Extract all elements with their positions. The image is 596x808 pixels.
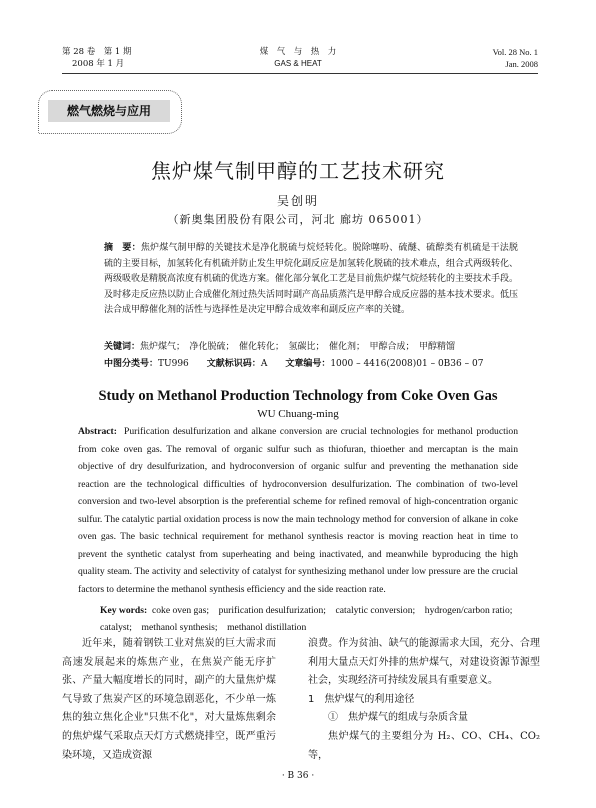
- abstract-en-label: Abstract:: [78, 426, 117, 437]
- keywords-en: [100, 602, 523, 636]
- abstract-cn: [104, 241, 518, 319]
- doc-code-label: 文献标识码：: [206, 359, 261, 369]
- abstract-en: [78, 423, 518, 598]
- abstract-cn-text: 焦炉煤气制甲醇的关键技术是净化脱硫与烷烃转化。脱除噻吩、硫醚、硫醇类有机硫是干法脱硫的主要目标，加氢转化有机硫并防止发生甲烷化副反应是加氢转化脱硫的技术难点，组合式两级转化、两级吸收是精脱高浓度有机硫的优选方案。催化部分氧化工艺是目前焦炉煤气烷烃转化的主要技术手段。及时移走反应热以防止合成催化剂过热失活同时副产高品质蒸汽是甲醇合成反应器的基本技术要求。低压法合成甲醇催化剂的活性与选择性是决定甲醇合成效率和副反应产率的关键。: [104, 243, 519, 316]
- header-date-en: Jan. 2008: [505, 59, 538, 69]
- clc-label: 中图分类号：: [104, 359, 159, 369]
- journal-name-en: GAS & HEAT: [274, 59, 322, 68]
- body-paragraph: 近年来，随着钢铁工业对焦炭的巨大需求而高速发展起来的炼焦产业，在焦炭产能无序扩张、产量大幅度增长的同时，副产的大量焦炉煤气导致了焦炭产区的环境急剧恶化，不少单一炼焦的独立焦化企业"只焦不化"，对大量炼焦剩余的焦炉煤气采取点天灯方式燃烧排空，既严重污染环境，又造成资源: [62, 638, 276, 761]
- section-label-box: [38, 90, 182, 134]
- body-paragraph-continued: 浪费。作为贫油、缺气的能源需求大国，充分、合理利用大量点天灯外排的焦炉煤气，对建设资源节源型社会，实现经济可持续发展具有重要意义。: [308, 638, 540, 687]
- journal-volume-issue: [62, 46, 132, 70]
- body-paragraph-composition: 焦炉煤气的主要组分为 H₂、CO、CH₄、CO₂ 等，: [308, 730, 540, 761]
- journal-volume-en: [400, 46, 538, 70]
- paper-title-cn: 焦炉煤气制甲醇的工艺技术研究: [151, 159, 445, 183]
- keywords-cn-label: 关键词：: [104, 342, 141, 352]
- doc-code-value: A: [260, 359, 268, 369]
- header-rule: [62, 73, 538, 74]
- paper-title-en: Study on Methanol Production Technology from Coke Oven Gas: [98, 388, 498, 404]
- header-volume: 第 28 卷 第 1 期: [62, 47, 132, 57]
- keywords-en-label: Key words:: [100, 605, 148, 616]
- journal-name-cn: 煤 气 与 热 力: [259, 47, 337, 57]
- abstract-en-text: Purification desulfurization and alkane conversion are crucial technologies for methanol production from coke oven gas. The removal of organic sulfur such as thiofuran, thioether and mercaptan is the main objective of dry desulfurization, and hydroconversion of organic sulfur and preventing the methanation side reaction are the technological difficulties of hydroconversion desulfurization. The combination of two-level conversion and two-level absorption is the preferential scheme for refined removal of high-concentration organic sulfur. The catalytic partial oxidation process is now the main technology method for conversion of alkane in coke oven gas. The basic technical requirement for methanol synthesis reactor is moving reaction heat in time to prevent the synthetic catalyst from superheating and being inactivated, and meanwhile byproducing the high quality steam. The activity and selectivity of catalyst for synthesizing methanol under low pressure are the crucial factors to determine the methanol synthesis efficiency and the side reaction rate.: [78, 426, 518, 595]
- header-volume-en: Vol. 28 No. 1: [492, 47, 538, 57]
- section-heading-1: 1 焦炉煤气的利用途径: [308, 693, 415, 705]
- page-number: · B 36 ·: [281, 771, 315, 781]
- author-cn: 吴创明: [276, 194, 319, 208]
- body-right-column: [308, 635, 540, 765]
- author-en: WU Chuang-ming: [257, 408, 339, 420]
- affiliation-cn: （新奥集团股份有限公司，河北 廊坊 065001）: [167, 213, 429, 226]
- keywords-cn-text: 焦炉煤气； 净化脱硫； 催化转化； 氢碳比； 催化剂； 甲醇合成； 甲醇精馏: [140, 342, 456, 352]
- keywords-cn: [104, 339, 524, 355]
- header-date: 2008 年 1 月: [72, 59, 125, 69]
- article-number-label: 文章编号：: [285, 359, 331, 369]
- body-left-column: [62, 635, 276, 765]
- abstract-cn-label: 摘 要：: [104, 243, 141, 253]
- classification-line: [104, 356, 483, 372]
- clc-value: TU996: [158, 359, 189, 369]
- subsection-heading-1: ① 焦炉煤气的组成与杂质含量: [328, 712, 468, 724]
- journal-name: [198, 46, 398, 70]
- section-label: 燃气燃烧与应用: [48, 100, 170, 122]
- keywords-en-text: coke oven gas; purification desulfurization; catalytic conversion; hydrogen/carbon ratio; catalyst; methanol synthesis; methanol distillation: [100, 605, 523, 633]
- article-number-value: 1000 – 4416(2008)01 – 0B36 – 07: [330, 359, 484, 369]
